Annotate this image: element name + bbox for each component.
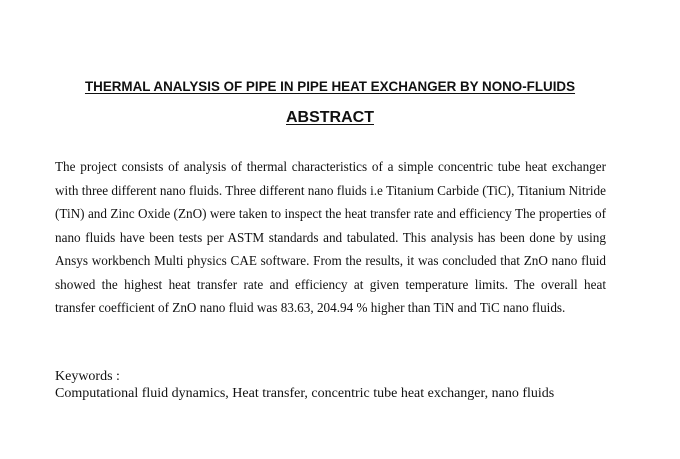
abstract-heading: ABSTRACT — [286, 109, 374, 126]
paper-title: THERMAL ANALYSIS OF PIPE IN PIPE HEAT EXCHANGER BY NONO-FLUIDS — [84, 79, 576, 94]
keywords-list: Computational fluid dynamics, Heat transfer, concentric tube heat exchanger, nano fluids — [55, 386, 555, 401]
keywords-label: Keywords : — [55, 369, 120, 384]
abstract-body: The project consists of analysis of thermal characteristics of a simple concentric tube heat exchanger with three different nano fluids. Three different nano fluids i.e Titanium Carbide (TiC), Titanium Nitride (TiN) and Zinc Oxide (ZnO) were taken to inspect the heat transfer rate and efficiency The properties of nano fluids have been tests per ASTM standards and tabulated. This analysis has been done by using Ansys workbench Multi physics CAE software. From the results, it was concluded that ZnO nano fluid showed the highest heat transfer rate and efficiency at given temperature limits. The overall heat transfer coefficient of ZnO nano fluid was 83.63, 204.94 % higher than TiN and TiC nano fluids. — [55, 159, 606, 315]
